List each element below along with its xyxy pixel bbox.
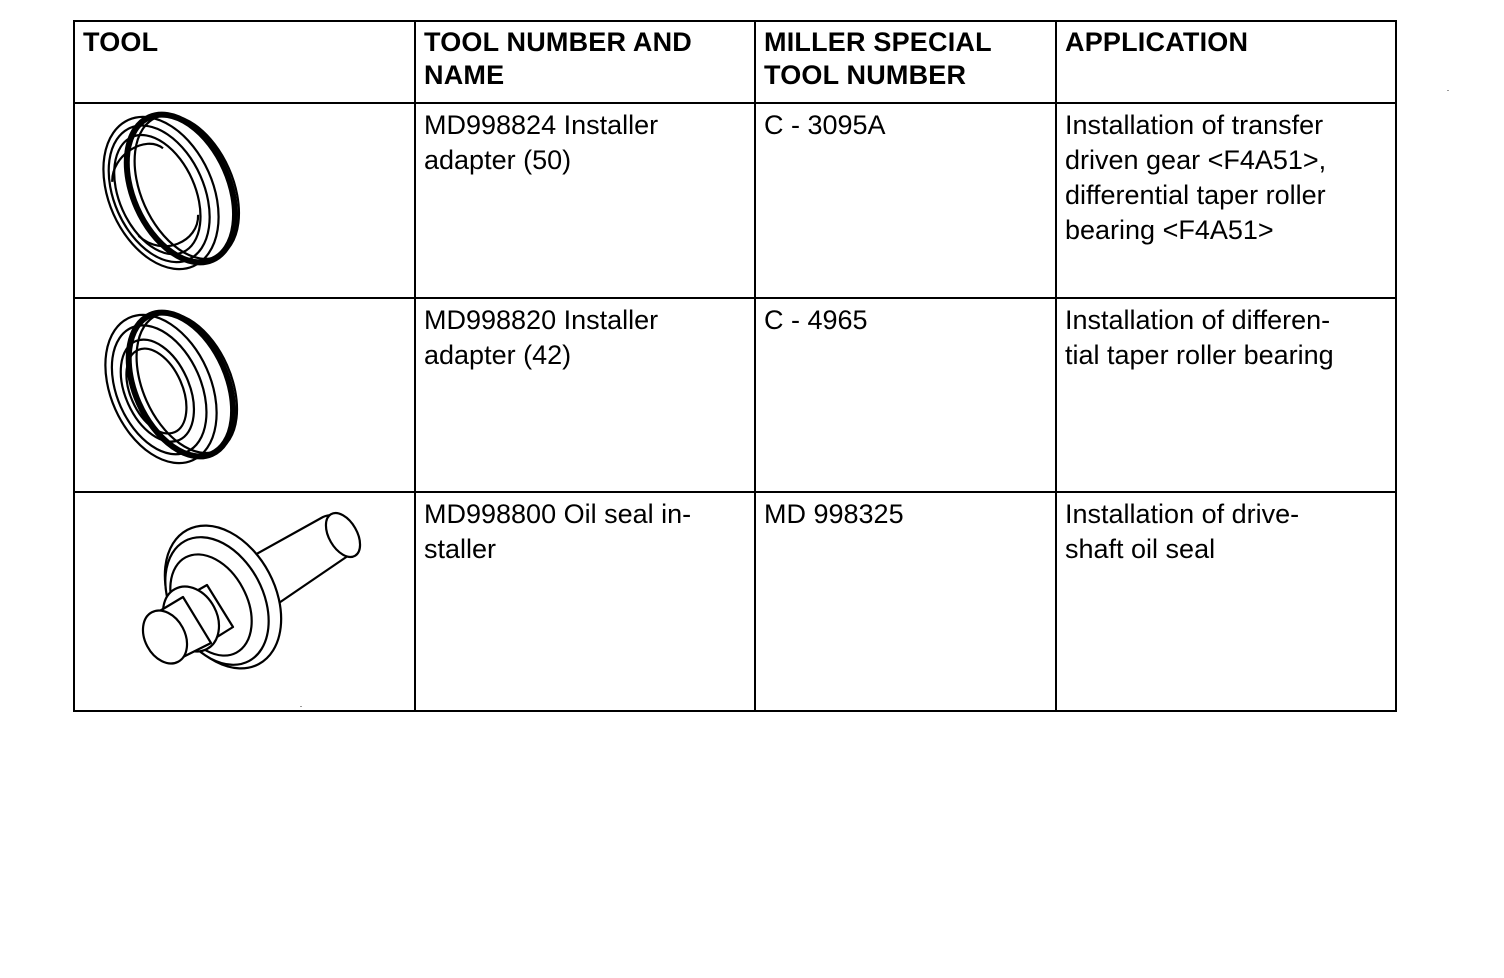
table-row	[74, 103, 1396, 298]
tool-number-and-name: MD998824 Installer adapter (50)	[415, 103, 755, 298]
table-row	[74, 492, 1396, 711]
scan-speck	[300, 706, 302, 707]
application-text: Installation of drive- shaft oil seal	[1056, 492, 1396, 711]
header-miller-special-tool-number: MILLER SPECIAL TOOL NUMBER	[755, 21, 1056, 103]
scan-speck	[1447, 90, 1449, 91]
header-application: APPLICATION	[1056, 21, 1396, 103]
header-tool: TOOL	[74, 21, 415, 103]
miller-tool-number: C - 4965	[755, 298, 1056, 492]
tool-number-and-name: MD998800 Oil seal in- staller	[415, 492, 755, 711]
tool-image-cell	[74, 492, 415, 711]
miller-tool-number: MD 998325	[755, 492, 1056, 711]
application-text: Installation of differen- tial taper roller bearing	[1056, 298, 1396, 492]
table-header-row	[74, 21, 1396, 103]
tool-image-cell	[74, 298, 415, 492]
header-tool-number-and-name: TOOL NUMBER AND NAME	[415, 21, 755, 103]
oil-seal-installer-icon	[83, 497, 420, 706]
installer-adapter-ring-icon	[83, 303, 420, 487]
application-text: Installation of transfer driven gear <F4A51>, differential taper roller bearing <F4A51>	[1056, 103, 1396, 298]
table-row	[74, 298, 1396, 492]
tool-number-and-name: MD998820 Installer adapter (42)	[415, 298, 755, 492]
tool-image-cell	[74, 103, 415, 298]
installer-adapter-ring-icon	[83, 108, 420, 293]
miller-tool-number: C - 3095A	[755, 103, 1056, 298]
special-tools-table	[73, 20, 1397, 712]
